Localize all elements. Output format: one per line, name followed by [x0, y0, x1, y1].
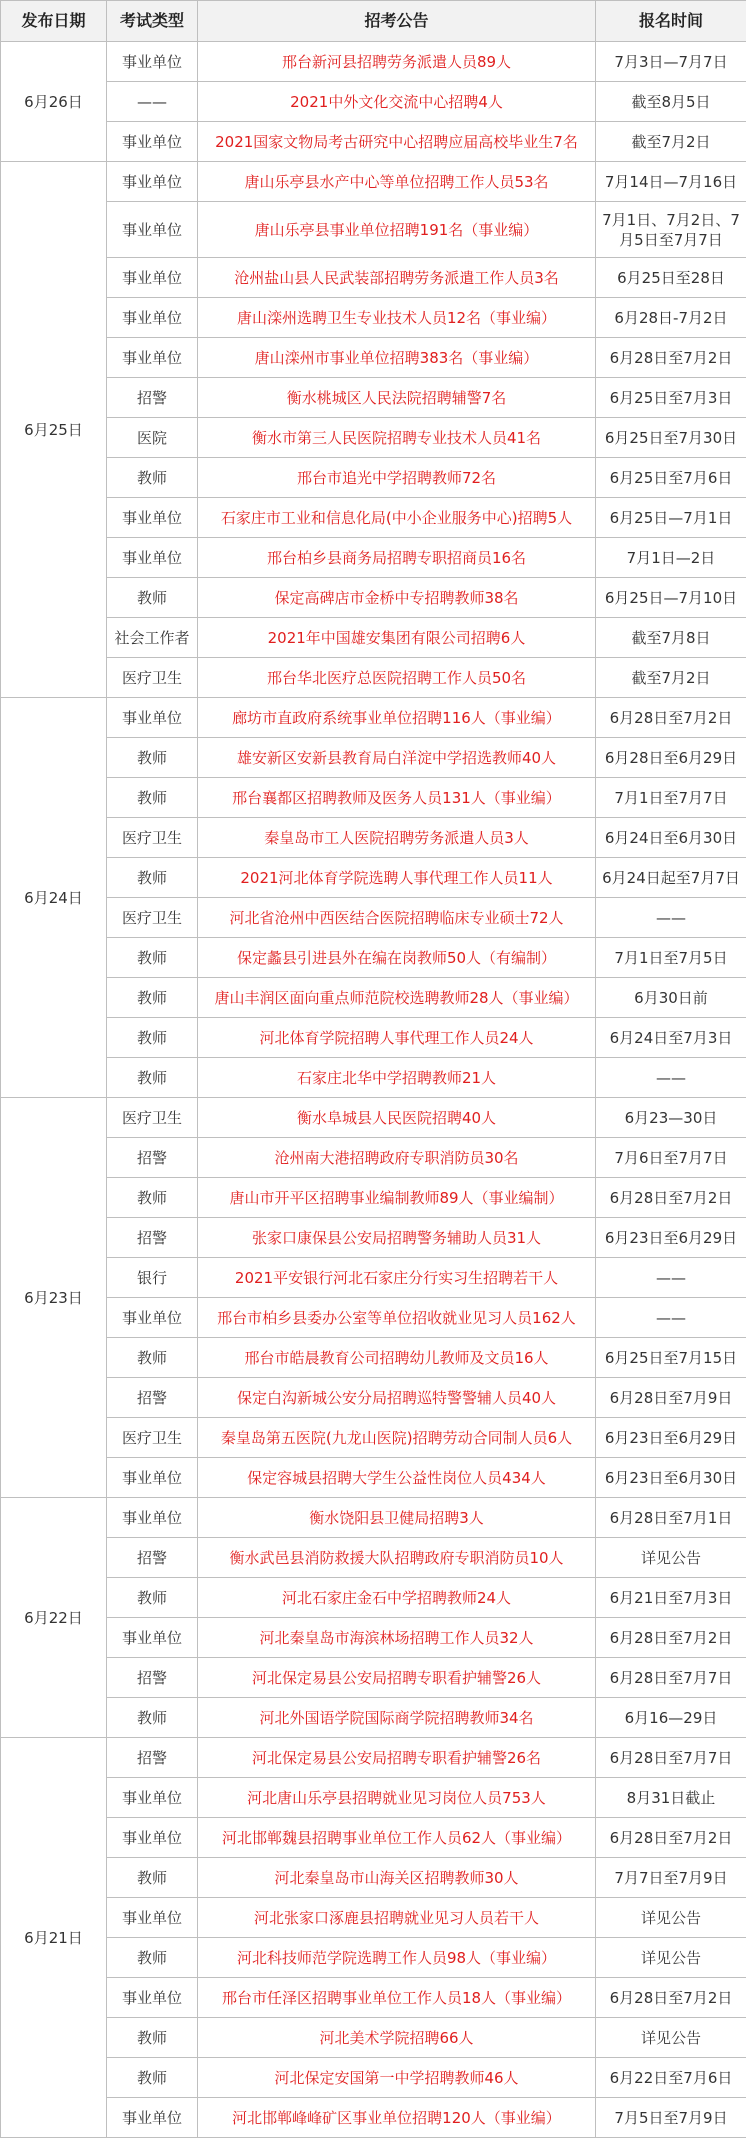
announcement-link[interactable]: 2021平安银行河北石家庄分行实习生招聘若干人: [234, 1268, 559, 1287]
announcement-cell: [198, 2058, 596, 2098]
announcement-link[interactable]: 石家庄市工业和信息化局(中小企业服务中心)招聘5人: [220, 508, 573, 527]
announcement-cell: [198, 1938, 596, 1978]
exam-type-cell: 事业单位: [107, 338, 198, 378]
registration-period-cell: 7月5日至7月9日: [596, 2098, 746, 2138]
table-row: [1, 1458, 746, 1498]
table-row: [1, 258, 746, 298]
table-row: [1, 458, 746, 498]
registration-period-cell: 截至7月8日: [596, 618, 746, 658]
table-row: [1, 858, 746, 898]
table-header: [1, 1, 746, 42]
publish-date-cell: 6月23日: [1, 1098, 107, 1498]
exam-type-cell: 教师: [107, 1578, 198, 1618]
exam-type-cell: 事业单位: [107, 538, 198, 578]
table-row: [1, 938, 746, 978]
header-date: 发布日期: [1, 1, 107, 42]
table-row: [1, 1338, 746, 1378]
announcement-cell: [198, 162, 596, 202]
registration-period-cell: 6月23日至6月29日: [596, 1418, 746, 1458]
table-row: [1, 618, 746, 658]
table-row: [1, 1738, 746, 1778]
announcement-link[interactable]: 河北邯郸峰峰矿区事业单位招聘120人（事业编）: [232, 2108, 561, 2127]
announcement-cell: [198, 578, 596, 618]
exam-type-cell: 招警: [107, 378, 198, 418]
table-row: [1, 2098, 746, 2138]
registration-period-cell: ——: [596, 1058, 746, 1098]
table-row: [1, 122, 746, 162]
exam-type-cell: 教师: [107, 1058, 198, 1098]
publish-date-cell: 6月22日: [1, 1498, 107, 1738]
announcement-cell: [198, 1218, 596, 1258]
announcement-cell: [198, 202, 596, 258]
announcement-cell: [198, 258, 596, 298]
table-row: [1, 1418, 746, 1458]
exam-type-cell: 事业单位: [107, 1458, 198, 1498]
exam-type-cell: 医疗卫生: [107, 658, 198, 698]
registration-period-cell: 6月25日至7月30日: [596, 418, 746, 458]
table-row: [1, 1978, 746, 2018]
registration-period-cell: 6月25日至28日: [596, 258, 746, 298]
registration-period-cell: 详见公告: [596, 1938, 746, 1978]
table-row: [1, 978, 746, 1018]
exam-type-cell: 医疗卫生: [107, 1098, 198, 1138]
announcement-link[interactable]: 沧州盐山县人民武装部招聘劳务派遣工作人员3名: [234, 268, 559, 287]
registration-period-cell: 截至7月2日: [596, 658, 746, 698]
table-row: [1, 298, 746, 338]
announcement-link[interactable]: 石家庄北华中学招聘教师21人: [296, 1068, 497, 1087]
announcement-link[interactable]: 河北唐山乐亭县招聘就业见习岗位人员753人: [247, 1788, 546, 1807]
exam-type-cell: 事业单位: [107, 258, 198, 298]
exam-type-cell: 事业单位: [107, 698, 198, 738]
announcement-cell: [198, 1178, 596, 1218]
header-type: 考试类型: [107, 1, 198, 42]
exam-type-cell: 医疗卫生: [107, 898, 198, 938]
table-row: [1, 1498, 746, 1538]
announcement-link[interactable]: 河北省沧州中西医结合医院招聘临床专业硕士72人: [229, 908, 564, 927]
exam-type-cell: 医院: [107, 418, 198, 458]
registration-period-cell: 8月31日截止: [596, 1778, 746, 1818]
announcement-link[interactable]: 邢台新河县招聘劳务派遣人员89人: [281, 52, 512, 71]
registration-period-cell: 6月22日至7月6日: [596, 2058, 746, 2098]
table-row: [1, 2058, 746, 2098]
registration-period-cell: 6月24日至7月3日: [596, 1018, 746, 1058]
announcement-cell: [198, 778, 596, 818]
announcement-link[interactable]: 衡水桃城区人民法院招聘辅警7名: [286, 388, 507, 407]
announcement-link[interactable]: 河北保定易县公安局招聘专职看护辅警26人: [251, 1668, 542, 1687]
table-row: [1, 578, 746, 618]
table-row: [1, 1098, 746, 1138]
exam-type-cell: 教师: [107, 1698, 198, 1738]
registration-period-cell: 6月24日至6月30日: [596, 818, 746, 858]
announcement-link[interactable]: 河北外国语学院国际商学院招聘教师34名: [259, 1708, 534, 1727]
announcement-link[interactable]: 河北美术学院招聘66人: [319, 2028, 474, 2047]
announcement-cell: [198, 698, 596, 738]
announcement-cell: [198, 1978, 596, 2018]
announcement-cell: [198, 1538, 596, 1578]
announcement-cell: [198, 818, 596, 858]
announcement-link[interactable]: 保定容城县招聘大学生公益性岗位人员434人: [247, 1468, 546, 1487]
announcement-cell: [198, 298, 596, 338]
exam-type-cell: 事业单位: [107, 162, 198, 202]
registration-period-cell: ——: [596, 1298, 746, 1338]
announcement-link[interactable]: 邢台市皓晨教育公司招聘幼儿教师及文员16人: [244, 1348, 549, 1367]
registration-period-cell: 7月1日、7月2日、7月5日至7月7日: [596, 202, 746, 258]
exam-type-cell: 事业单位: [107, 1818, 198, 1858]
announcement-cell: [198, 458, 596, 498]
announcement-link[interactable]: 邢台市任泽区招聘事业单位工作人员18人（事业编）: [221, 1988, 572, 2007]
exam-type-cell: 教师: [107, 1018, 198, 1058]
registration-period-cell: ——: [596, 1258, 746, 1298]
announcement-cell: [198, 938, 596, 978]
table-row: [1, 162, 746, 202]
announcement-link[interactable]: 邢台柏乡县商务局招聘专职招商员16名: [266, 548, 527, 567]
table-row: [1, 338, 746, 378]
announcement-link[interactable]: 秦皇岛第五医院(九龙山医院)招聘劳动合同制人员6人: [220, 1428, 573, 1447]
registration-period-cell: 截至8月5日: [596, 82, 746, 122]
announcement-link[interactable]: 河北秦皇岛市山海关区招聘教师30人: [274, 1868, 519, 1887]
announcement-link[interactable]: 2021中外文化交流中心招聘4人: [290, 92, 503, 111]
table-row: [1, 1618, 746, 1658]
announcement-cell: [198, 338, 596, 378]
announcement-link[interactable]: 邢台襄都区招聘教师及医务人员131人（事业编）: [232, 788, 561, 807]
announcement-cell: [198, 498, 596, 538]
publish-date-cell: 6月25日: [1, 162, 107, 698]
announcement-link[interactable]: 保定白沟新城公安分局招聘巡特警警辅人员40人: [236, 1388, 557, 1407]
announcement-link[interactable]: 保定高碑店市金桥中专招聘教师38名: [274, 588, 519, 607]
registration-period-cell: 6月28日至7月2日: [596, 1178, 746, 1218]
registration-period-cell: 6月28日至7月7日: [596, 1738, 746, 1778]
registration-period-cell: 6月28日至7月2日: [596, 698, 746, 738]
announcement-cell: [198, 858, 596, 898]
announcement-cell: [198, 1898, 596, 1938]
table-row: [1, 418, 746, 458]
announcement-cell: [198, 1058, 596, 1098]
announcement-link[interactable]: 衡水武邑县消防救援大队招聘政府专职消防员10人: [229, 1548, 564, 1567]
exam-type-cell: 招警: [107, 1138, 198, 1178]
announcement-cell: [198, 1858, 596, 1898]
announcement-cell: [198, 1378, 596, 1418]
announcement-cell: [198, 1458, 596, 1498]
exam-type-cell: 事业单位: [107, 2098, 198, 2138]
exam-type-cell: 银行: [107, 1258, 198, 1298]
registration-period-cell: 6月28日至7月9日: [596, 1378, 746, 1418]
table-row: [1, 1138, 746, 1178]
announcement-cell: [198, 978, 596, 1018]
announcement-link[interactable]: 河北体育学院招聘人事代理工作人员24人: [259, 1028, 534, 1047]
announcement-cell: [198, 738, 596, 778]
exam-type-cell: 事业单位: [107, 498, 198, 538]
table-row: [1, 1698, 746, 1738]
table-row: [1, 1058, 746, 1098]
announcement-cell: [198, 1618, 596, 1658]
exam-type-cell: 事业单位: [107, 122, 198, 162]
exam-type-cell: 教师: [107, 1938, 198, 1978]
announcement-cell: [198, 1098, 596, 1138]
announcement-link[interactable]: 河北科技师范学院选聘工作人员98人（事业编）: [236, 1948, 557, 1967]
announcement-link[interactable]: 唐山滦州市事业单位招聘383名（事业编）: [254, 348, 539, 367]
announcement-cell: [198, 122, 596, 162]
exam-type-cell: 事业单位: [107, 202, 198, 258]
exam-type-cell: 事业单位: [107, 1778, 198, 1818]
table-row: [1, 738, 746, 778]
registration-period-cell: 6月25日—7月1日: [596, 498, 746, 538]
table-row: [1, 698, 746, 738]
announcement-cell: [198, 1778, 596, 1818]
exam-type-cell: 教师: [107, 778, 198, 818]
exam-type-cell: 事业单位: [107, 1898, 198, 1938]
exam-type-cell: 招警: [107, 1218, 198, 1258]
announcement-link[interactable]: 保定蠡县引进县外在编在岗教师50人（有编制）: [236, 948, 557, 967]
registration-period-cell: 截至7月2日: [596, 122, 746, 162]
exam-type-cell: 事业单位: [107, 1618, 198, 1658]
announcement-cell: [198, 898, 596, 938]
announcement-cell: [198, 418, 596, 458]
exam-type-cell: 事业单位: [107, 1298, 198, 1338]
announcement-cell: [198, 82, 596, 122]
announcement-link[interactable]: 唐山丰润区面向重点师范院校选聘教师28人（事业编）: [214, 988, 579, 1007]
table-row: [1, 818, 746, 858]
table-row: [1, 1898, 746, 1938]
table-row: [1, 1658, 746, 1698]
announcement-cell: [198, 42, 596, 82]
registration-period-cell: 详见公告: [596, 2018, 746, 2058]
registration-period-cell: 6月28日至7月2日: [596, 1618, 746, 1658]
announcement-link[interactable]: 唐山乐亭县事业单位招聘191名（事业编）: [254, 220, 539, 239]
exam-type-cell: 事业单位: [107, 1498, 198, 1538]
registration-period-cell: 6月25日—7月10日: [596, 578, 746, 618]
announcement-cell: [198, 618, 596, 658]
exam-type-cell: 教师: [107, 1858, 198, 1898]
announcement-link[interactable]: 河北保定安国第一中学招聘教师46人: [274, 2068, 519, 2087]
registration-period-cell: 7月1日至7月5日: [596, 938, 746, 978]
announcement-link[interactable]: 河北张家口涿鹿县招聘就业见习人员若干人: [253, 1908, 539, 1927]
registration-period-cell: 6月23日至6月30日: [596, 1458, 746, 1498]
registration-period-cell: 6月23—30日: [596, 1098, 746, 1138]
announcement-link[interactable]: 邢台市柏乡县委办公室等单位招收就业见习人员162人: [217, 1308, 576, 1327]
registration-period-cell: 6月25日至7月6日: [596, 458, 746, 498]
table-row: [1, 2018, 746, 2058]
announcement-link[interactable]: 雄安新区安新县教育局白洋淀中学招选教师40人: [236, 748, 557, 767]
table-row: [1, 1258, 746, 1298]
announcement-link[interactable]: 唐山乐亭县水产中心等单位招聘工作人员53名: [244, 172, 549, 191]
announcement-cell: [198, 1338, 596, 1378]
registration-period-cell: 6月25日至7月3日: [596, 378, 746, 418]
table-row: [1, 538, 746, 578]
announcement-link[interactable]: 邢台市追光中学招聘教师72名: [296, 468, 497, 487]
registration-period-cell: 6月23日至6月29日: [596, 1218, 746, 1258]
registration-period-cell: ——: [596, 898, 746, 938]
exam-type-cell: 医疗卫生: [107, 818, 198, 858]
announcement-link[interactable]: 衡水阜城县人民医院招聘40人: [296, 1108, 497, 1127]
announcement-cell: [198, 538, 596, 578]
exam-type-cell: 教师: [107, 1338, 198, 1378]
announcement-link[interactable]: 唐山市开平区招聘事业编制教师89人（事业编制）: [229, 1188, 564, 1207]
announcement-cell: [198, 1498, 596, 1538]
announcement-link[interactable]: 河北秦皇岛市海滨林场招聘工作人员32人: [259, 1628, 534, 1647]
exam-type-cell: 教师: [107, 938, 198, 978]
exam-type-cell: 教师: [107, 1178, 198, 1218]
table-row: [1, 1858, 746, 1898]
exam-type-cell: 招警: [107, 1538, 198, 1578]
announcement-cell: [198, 1818, 596, 1858]
table-row: [1, 378, 746, 418]
table-row: [1, 1298, 746, 1338]
registration-period-cell: 7月7日至7月9日: [596, 1858, 746, 1898]
table-row: [1, 1578, 746, 1618]
table-row: [1, 1938, 746, 1978]
table-row: [1, 1178, 746, 1218]
announcement-cell: [198, 1738, 596, 1778]
exam-type-cell: ——: [107, 82, 198, 122]
registration-period-cell: 详见公告: [596, 1898, 746, 1938]
announcement-link[interactable]: 沧州南大港招聘政府专职消防员30名: [274, 1148, 519, 1167]
announcement-link[interactable]: 廊坊市直政府系统事业单位招聘116人（事业编）: [232, 708, 561, 727]
exam-type-cell: 教师: [107, 978, 198, 1018]
exam-type-cell: 教师: [107, 578, 198, 618]
publish-date-cell: 6月26日: [1, 42, 107, 162]
exam-type-cell: 事业单位: [107, 1978, 198, 2018]
announcement-cell: [198, 1698, 596, 1738]
announcement-cell: [198, 2098, 596, 2138]
exam-type-cell: 教师: [107, 738, 198, 778]
header-period: 报名时间: [596, 1, 746, 42]
announcement-cell: [198, 378, 596, 418]
registration-period-cell: 6月25日至7月15日: [596, 1338, 746, 1378]
registration-period-cell: 6月28日-7月2日: [596, 298, 746, 338]
header-title: 招考公告: [198, 1, 596, 42]
exam-type-cell: 招警: [107, 1738, 198, 1778]
table-row: [1, 1778, 746, 1818]
announcement-cell: [198, 1658, 596, 1698]
table-row: [1, 778, 746, 818]
exam-type-cell: 医疗卫生: [107, 1418, 198, 1458]
announcement-link[interactable]: 衡水市第三人民医院招聘专业技术人员41名: [251, 428, 542, 447]
exam-type-cell: 事业单位: [107, 42, 198, 82]
registration-period-cell: 6月28日至7月7日: [596, 1658, 746, 1698]
exam-type-cell: 教师: [107, 458, 198, 498]
table-row: [1, 658, 746, 698]
registration-period-cell: 6月21日至7月3日: [596, 1578, 746, 1618]
publish-date-cell: 6月21日: [1, 1738, 107, 2138]
table-body: [1, 42, 746, 2138]
exam-type-cell: 招警: [107, 1658, 198, 1698]
exam-type-cell: 教师: [107, 2018, 198, 2058]
announcement-link[interactable]: 衡水饶阳县卫健局招聘3人: [309, 1508, 484, 1527]
announcement-cell: [198, 2018, 596, 2058]
table-row: [1, 1818, 746, 1858]
announcement-link[interactable]: 唐山滦州选聘卫生专业技术人员12名（事业编）: [236, 308, 557, 327]
announcement-cell: [198, 1418, 596, 1458]
exam-type-cell: 事业单位: [107, 298, 198, 338]
announcement-link[interactable]: 秦皇岛市工人医院招聘劳务派遣人员3人: [264, 828, 529, 847]
table-row: [1, 1538, 746, 1578]
registration-period-cell: 7月1日—2日: [596, 538, 746, 578]
table-row: [1, 202, 746, 258]
exam-type-cell: 教师: [107, 2058, 198, 2098]
announcement-link[interactable]: 2021年中国雄安集团有限公司招聘6人: [267, 628, 526, 647]
exam-type-cell: 社会工作者: [107, 618, 198, 658]
registration-period-cell: 7月14日—7月16日: [596, 162, 746, 202]
publish-date-cell: 6月24日: [1, 698, 107, 1098]
registration-period-cell: 6月28日至7月2日: [596, 338, 746, 378]
exam-type-cell: 招警: [107, 1378, 198, 1418]
announcement-cell: [198, 1018, 596, 1058]
announcement-cell: [198, 1578, 596, 1618]
registration-period-cell: 详见公告: [596, 1538, 746, 1578]
registration-period-cell: 7月3日—7月7日: [596, 42, 746, 82]
table-row: [1, 1378, 746, 1418]
registration-period-cell: 6月28日至7月2日: [596, 1978, 746, 2018]
exam-type-cell: 教师: [107, 858, 198, 898]
table-row: [1, 1018, 746, 1058]
announcement-link[interactable]: 河北保定易县公安局招聘专职看护辅警26名: [251, 1748, 542, 1767]
table-row: [1, 1218, 746, 1258]
table-row: [1, 42, 746, 82]
table-row: [1, 82, 746, 122]
announcement-link[interactable]: 河北邯郸魏县招聘事业单位工作人员62人（事业编）: [221, 1828, 572, 1847]
registration-period-cell: 6月30日前: [596, 978, 746, 1018]
announcement-link[interactable]: 2021河北体育学院选聘人事代理工作人员11人: [240, 868, 553, 887]
registration-period-cell: 6月28日至7月1日: [596, 1498, 746, 1538]
registration-period-cell: 6月24日起至7月7日: [596, 858, 746, 898]
registration-period-cell: 7月6日至7月7日: [596, 1138, 746, 1178]
registration-period-cell: 6月28日至7月2日: [596, 1818, 746, 1858]
registration-period-cell: 6月28日至6月29日: [596, 738, 746, 778]
announcement-cell: [198, 1298, 596, 1338]
announcement-cell: [198, 658, 596, 698]
announcement-link[interactable]: 张家口康保县公安局招聘警务辅助人员31人: [251, 1228, 542, 1247]
table-row: [1, 898, 746, 938]
announcement-link[interactable]: 河北石家庄金石中学招聘教师24人: [281, 1588, 512, 1607]
registration-period-cell: 6月16—29日: [596, 1698, 746, 1738]
table-row: [1, 498, 746, 538]
announcement-cell: [198, 1258, 596, 1298]
registration-period-cell: 7月1日至7月7日: [596, 778, 746, 818]
announcement-link[interactable]: 邢台华北医疗总医院招聘工作人员50名: [266, 668, 527, 687]
announcement-link[interactable]: 2021国家文物局考古研究中心招聘应届高校毕业生7名: [215, 132, 578, 151]
announcement-cell: [198, 1138, 596, 1178]
